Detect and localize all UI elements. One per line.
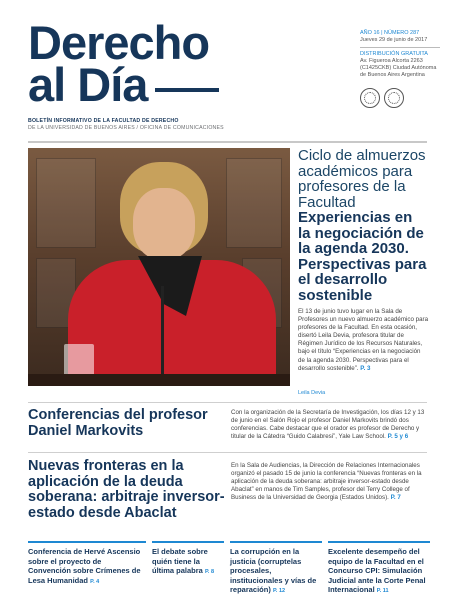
masthead-subtitle-secondary: DE LA UNIVERSIDAD DE BUENOS AIRES / OFICINA DE COMUNICACIONES xyxy=(28,125,224,131)
lead-body xyxy=(298,308,428,373)
lead-story xyxy=(298,148,428,373)
bottom-story-headline: Excelente desempeño del equipo de la Facultad en el Concurso CPI: Simulación Judicial ante la Corte Penal Internacional xyxy=(328,547,426,594)
bottom-story[interactable] xyxy=(152,541,224,597)
story2-headline[interactable]: Conferencias del profesor Daniel Markovits xyxy=(28,407,208,439)
lead-body-text: El 13 de junio tuvo lugar en la Sala de Profesores un nuevo almuerzo académico para profesores de la Facultad. En esta ocasión, disertó Leila Devia, profesora titular de Régimen Jurídico de los Recursos Naturales, bajo el título “Experiencias en la negociación de la agenda 2030. Perspectivas para el desarrollo sostenible”. xyxy=(298,308,429,372)
bottom-story[interactable] xyxy=(328,541,430,597)
header-divider xyxy=(28,141,427,143)
masthead-subtitle: BOLETÍN INFORMATIVO DE LA FACULTAD DE DERECHO xyxy=(28,118,179,124)
faculty-seal-icon xyxy=(384,88,404,108)
story3-headline[interactable]: Nuevas fronteras en la aplicación de la deuda soberana: arbitraje inversor-estado desde Abaclat xyxy=(28,458,225,521)
story2-body xyxy=(231,409,431,441)
bottom-story-headline: Conferencia de Hervé Ascensio sobre el proyecto de Convención sobre Crímenes de Lesa Humanidad xyxy=(28,547,141,585)
lead-page-ref[interactable]: P. 3 xyxy=(360,364,371,372)
masthead-title-line2: al Día xyxy=(28,58,148,111)
masthead-title-line1: Derecho xyxy=(28,16,210,69)
bottom-story-headline: El debate sobre quién tiene la última palabra xyxy=(152,547,208,575)
story2-page-ref[interactable]: P. 5 y 6 xyxy=(387,433,409,441)
story3-body xyxy=(231,462,431,502)
glass-icon xyxy=(64,344,94,376)
address: Av. Figueroa Alcorta 2263 (C1425CKB) Ciudad Autónoma de Buenos Aires Argentina xyxy=(360,58,437,78)
issue-info xyxy=(360,30,440,79)
story3-page-ref[interactable]: P. 7 xyxy=(390,494,401,502)
divider-2 xyxy=(28,452,427,453)
bottom-story-page-ref[interactable]: P. 12 xyxy=(272,588,286,594)
issue-number: AÑO 16 | NÚMERO 287 xyxy=(360,30,420,36)
distribution-label: DISTRIBUCIÓN GRATUITA xyxy=(360,51,428,57)
bottom-story-page-ref[interactable]: P. 11 xyxy=(376,588,389,594)
masthead-rule xyxy=(155,88,219,92)
bottom-story-headline: La corrupción en la justicia (corruptelas procesales, institucionales y vías de reparación) xyxy=(230,547,317,594)
lead-kicker: Ciclo de almuerzos académicos para profesores de la Facultad xyxy=(298,147,426,211)
bottom-story-page-ref[interactable]: P. 8 xyxy=(204,569,215,575)
photo-caption: Leila Devia xyxy=(298,390,326,396)
university-seal-icon xyxy=(360,88,380,108)
bottom-story[interactable] xyxy=(230,541,322,597)
divider-1 xyxy=(28,402,427,403)
lead-photo xyxy=(28,148,290,386)
issue-date: Jueves 29 de junio de 2017 xyxy=(360,37,428,43)
story3-body-text: En la Sala de Audiencias, la Dirección de Relaciones Internacionales organizó el pasado 15 de junio la conferencia “Nuevas fronteras en la aplicación de la deuda soberana: arbitraje inversor-estado desde Abaclat” en manos de Tim Samples, profesor del Terry College of Business de la Universidad de Georgia (Estados Unidos). xyxy=(231,462,422,502)
masthead xyxy=(28,16,328,131)
bottom-stories xyxy=(28,541,430,597)
story2-body-text: Con la organización de la Secretaría de Investigación, los días 12 y 13 de junio en el Salón Rojo el profesor Daniel Markovits brindó dos conferencias. Cabe destacar que el orador es profesor de Derecho y titular de la Cátedra “Guido Calabresi”, Yale Law School. xyxy=(231,409,425,441)
lead-headline[interactable]: Experiencias en la negociación de la agenda 2030. Perspectivas para el desarrollo sostenible xyxy=(298,209,427,304)
issue-divider xyxy=(360,47,440,48)
seals xyxy=(360,88,404,108)
bottom-story-page-ref[interactable]: P. 4 xyxy=(90,578,100,585)
bottom-story[interactable] xyxy=(28,541,146,597)
microphone-icon xyxy=(161,286,164,376)
